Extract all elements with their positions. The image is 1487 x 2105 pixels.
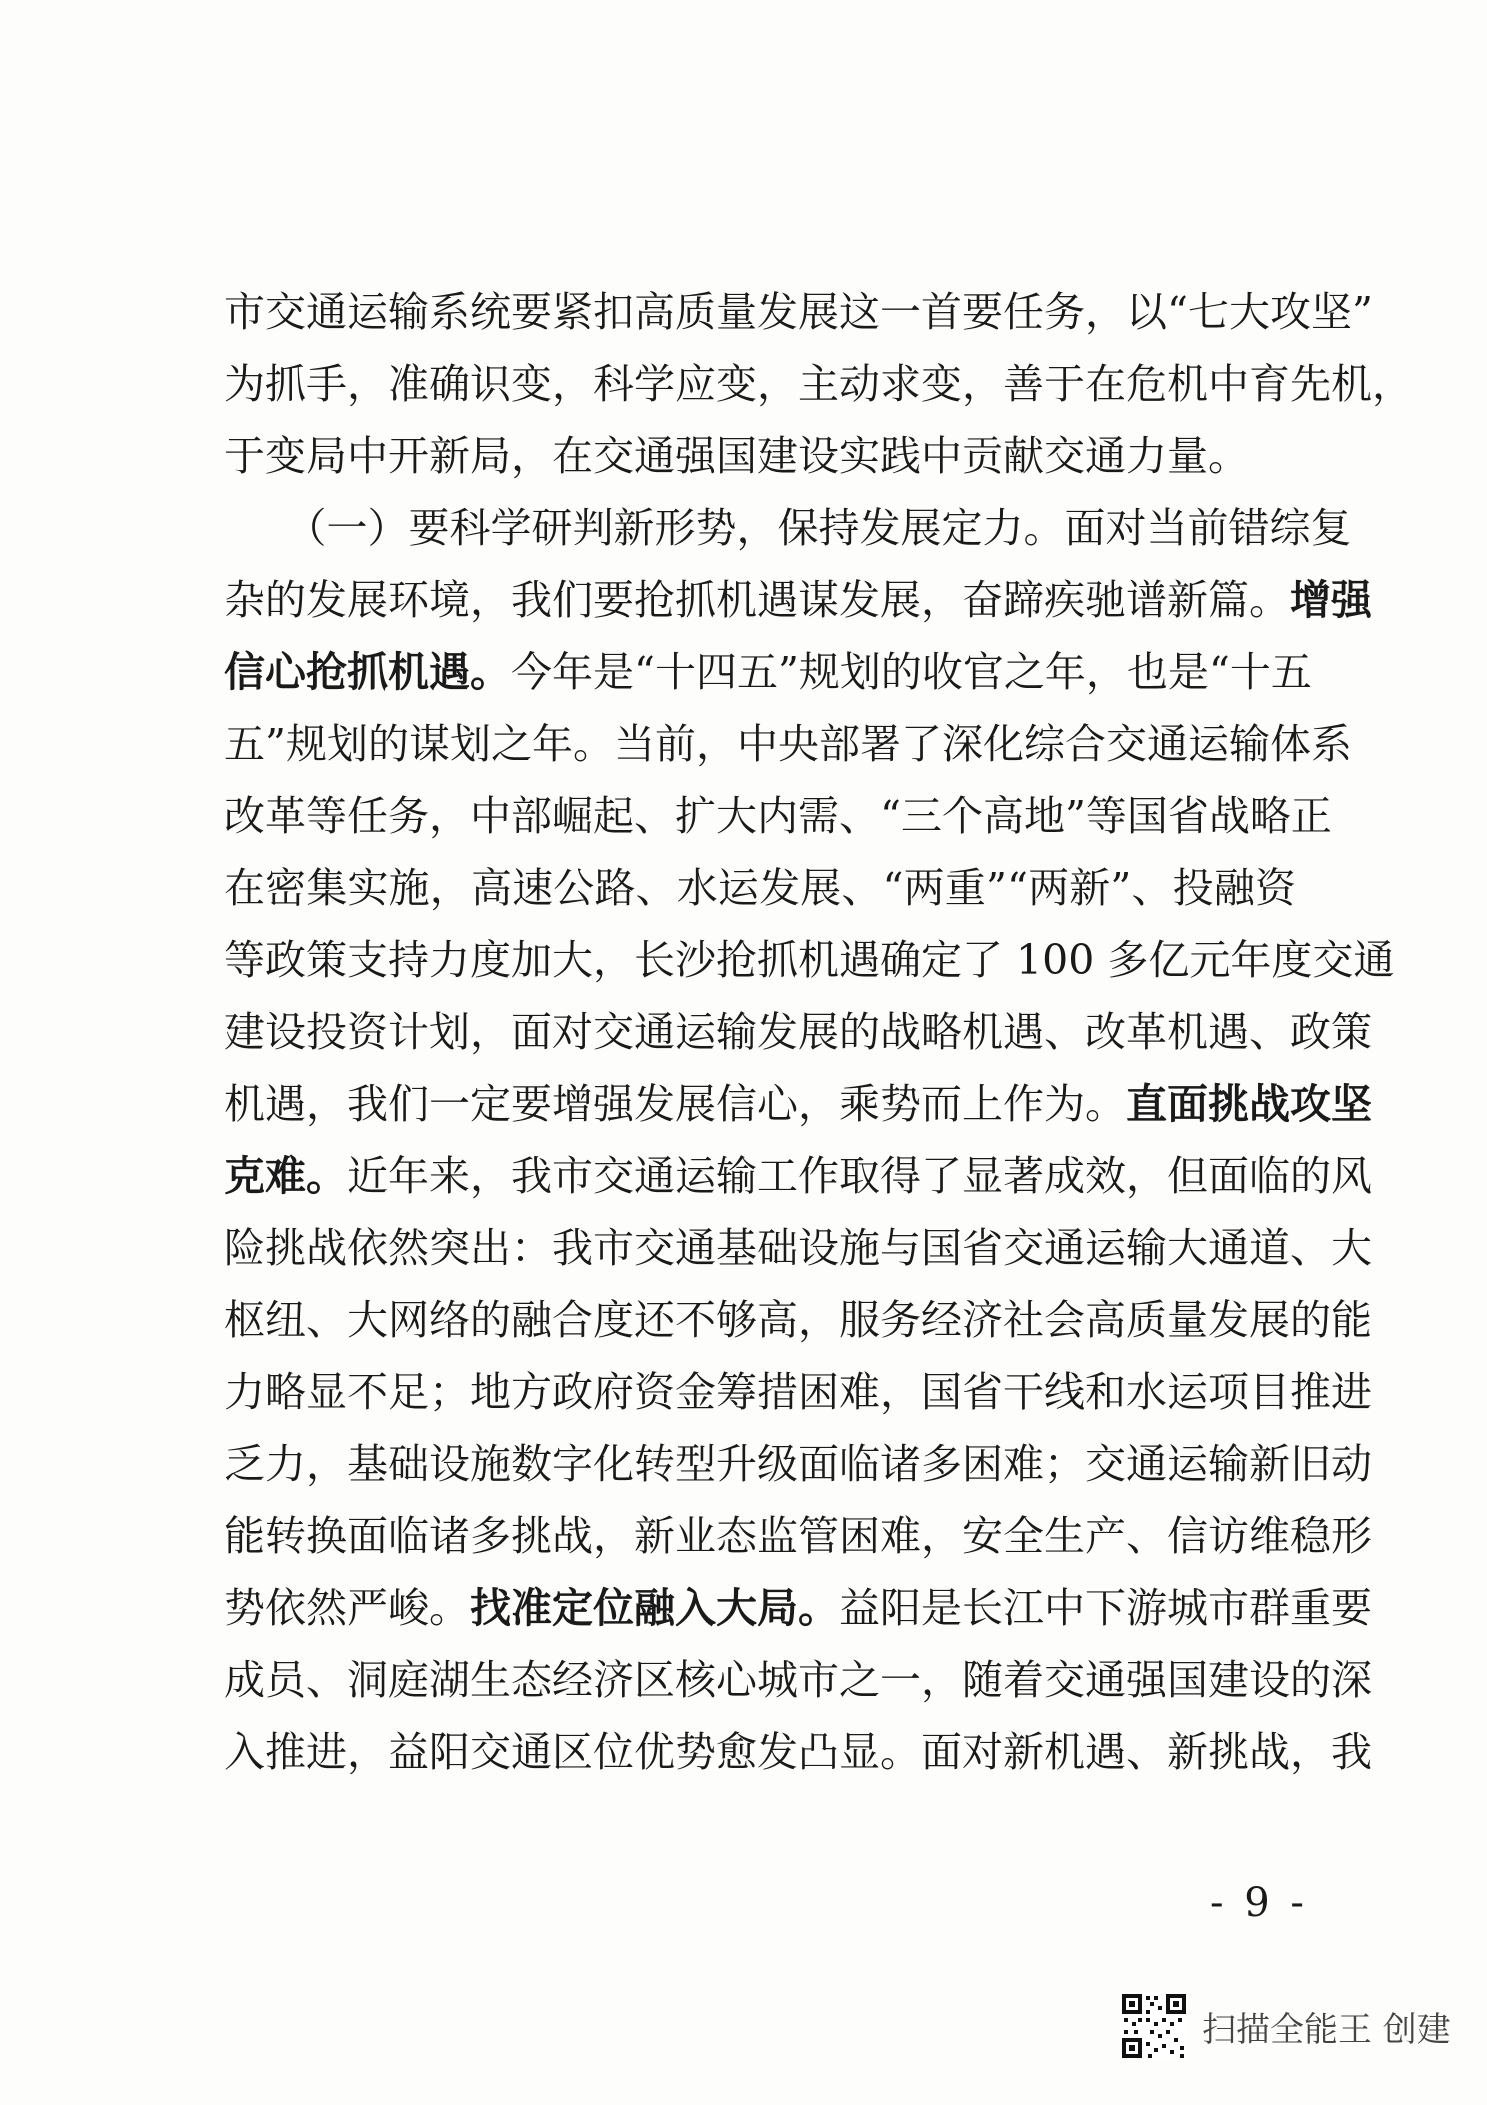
text-line bbox=[224, 276, 1373, 348]
text-segment: 于变局中开新局，在交通强国建设实践中贡献交通力量。 bbox=[224, 432, 1249, 480]
qr-code-icon bbox=[1120, 1992, 1188, 2060]
text-segment: 益阳是长江中下游城市群重要 bbox=[839, 1584, 1372, 1632]
text-line bbox=[224, 1500, 1372, 1572]
text-segment: 改革等任务，中部崛起、扩大内需、“三个高地”等国省战略正 bbox=[224, 792, 1332, 840]
text-line bbox=[224, 420, 1296, 492]
text-segment: 五”规划的谋划之年。当前，中央部署了深化综合交通运输体系 bbox=[224, 720, 1352, 768]
bold-phrase: 信心抢抓机遇。 bbox=[224, 648, 511, 696]
text-line bbox=[224, 636, 1312, 708]
text-line bbox=[224, 1212, 1372, 1284]
bold-phrase: 找准定位融入大局。 bbox=[470, 1584, 839, 1632]
text-line bbox=[224, 924, 1395, 996]
text-line bbox=[224, 1068, 1372, 1140]
text-segment: 为抓手，准确识变，科学应变，主动求变，善于在危机中育先机， bbox=[224, 360, 1413, 408]
text-line bbox=[224, 564, 1372, 636]
page-number: - 9 - bbox=[1210, 1880, 1308, 1926]
text-segment: 能转换面临诸多挑战，新业态监管困难，安全生产、信访维稳形 bbox=[224, 1512, 1372, 1560]
text-line bbox=[224, 348, 1413, 420]
text-line bbox=[224, 1572, 1372, 1644]
text-segment: 建设投资计划，面对交通运输发展的战略机遇、改革机遇、政策 bbox=[224, 1008, 1372, 1056]
text-segment: （一）要科学研判新形势，保持发展定力。面对当前错综复 bbox=[224, 504, 1352, 552]
text-segment: 力略显不足；地方政府资金筹措困难，国省干线和水运项目推进 bbox=[224, 1368, 1372, 1416]
text-line bbox=[224, 1716, 1372, 1788]
text-segment: 势依然严峻。 bbox=[224, 1584, 470, 1632]
text-line bbox=[224, 1284, 1372, 1356]
text-line bbox=[224, 1428, 1372, 1500]
text-segment: 入推进，益阳交通区位优势愈发凸显。面对新机遇、新挑战，我 bbox=[224, 1728, 1372, 1776]
bold-phrase: 克难。 bbox=[224, 1152, 347, 1200]
text-line bbox=[224, 708, 1352, 780]
text-line bbox=[224, 780, 1332, 852]
text-segment: 等政策支持力度加大，长沙抢抓机遇确定了 100 多亿元年度交通 bbox=[224, 936, 1395, 984]
text-segment: 今年是“十四五”规划的收官之年，也是“十五 bbox=[511, 648, 1312, 696]
text-segment: 乏力，基础设施数字化转型升级面临诸多困难；交通运输新旧动 bbox=[224, 1440, 1372, 1488]
text-segment: 险挑战依然突出：我市交通基础设施与国省交通运输大通道、大 bbox=[224, 1224, 1372, 1272]
text-line bbox=[224, 492, 1352, 564]
text-segment: 杂的发展环境，我们要抢抓机遇谋发展，奋蹄疾驰谱新篇。 bbox=[224, 576, 1290, 624]
text-segment: 枢纽、大网络的融合度还不够高，服务经济社会高质量发展的能 bbox=[224, 1296, 1372, 1344]
body-text bbox=[224, 276, 1413, 1788]
watermark-text: 扫描全能王 创建 bbox=[1202, 2009, 1451, 2050]
bold-phrase: 直面挑战攻坚 bbox=[1126, 1080, 1372, 1128]
text-line bbox=[224, 1644, 1372, 1716]
text-segment: 成员、洞庭湖生态经济区核心城市之一，随着交通强国建设的深 bbox=[224, 1656, 1372, 1704]
scanner-watermark bbox=[1120, 1990, 1451, 2062]
bold-phrase: 增强 bbox=[1290, 576, 1372, 624]
text-line bbox=[224, 852, 1296, 924]
text-segment: 市交通运输系统要紧扣高质量发展这一首要任务，以“七大攻坚” bbox=[224, 288, 1373, 336]
text-segment: 在密集实施，高速公路、水运发展、“两重”“两新”、投融资 bbox=[224, 864, 1296, 912]
text-segment: 机遇，我们一定要增强发展信心，乘势而上作为。 bbox=[224, 1080, 1126, 1128]
text-line bbox=[224, 996, 1372, 1068]
text-line bbox=[224, 1140, 1372, 1212]
text-line bbox=[224, 1356, 1372, 1428]
text-segment: 近年来，我市交通运输工作取得了显著成效，但面临的风 bbox=[347, 1152, 1372, 1200]
